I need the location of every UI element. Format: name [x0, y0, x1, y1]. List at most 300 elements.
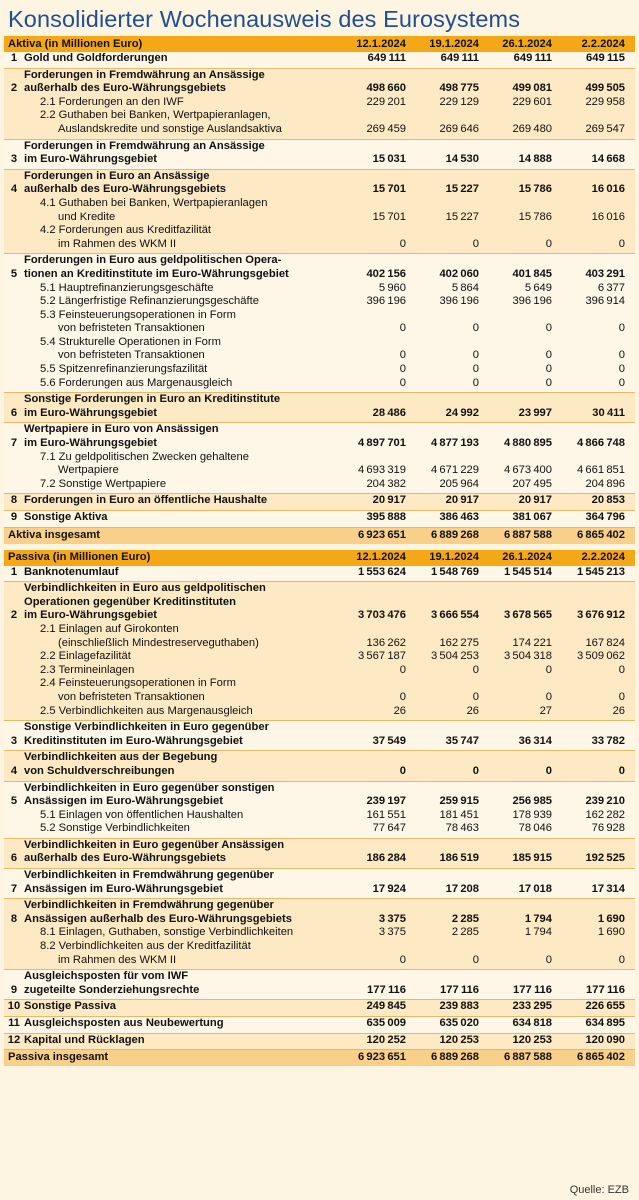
row-number: 3: [4, 721, 24, 751]
row-value: 226 655: [556, 1000, 635, 1017]
row-label-line: Wertpapiere in Euro von Ansässigen: [24, 423, 219, 436]
row-value: 20 917: [337, 494, 410, 511]
row-label-line: Sonstige Forderungen in Euro an Kreditinstitute: [24, 393, 281, 406]
row-value: 1 545 213: [556, 566, 635, 582]
page-title: Konsolidierter Wochenausweis des Eurosystems: [8, 6, 521, 32]
row-value: 0: [556, 940, 635, 970]
row-number: [4, 809, 24, 823]
row-value: 256 985: [483, 781, 556, 809]
row-label-line: außerhalb des Euro-Währungsgebiets: [24, 82, 227, 95]
passiva-date-4: 2.2.2024: [556, 550, 635, 566]
row-value: 4 671 229: [410, 451, 483, 478]
row-value: 269 547: [556, 109, 635, 139]
row-number: [4, 309, 24, 336]
row-label: [24, 566, 337, 582]
row-value: 3 375: [337, 899, 410, 927]
row-number: 6: [4, 838, 24, 868]
row-label-line: von Schuldverschreibungen: [24, 764, 175, 777]
passiva-row: [4, 970, 635, 1000]
row-value: 386 463: [410, 511, 483, 528]
passiva-row: [4, 1017, 635, 1034]
row-value: 186 519: [410, 838, 483, 868]
row-value: 0: [483, 677, 556, 704]
row-value: 17 208: [410, 869, 483, 899]
passiva-subrow: [4, 650, 635, 664]
row-number: 1: [4, 52, 24, 68]
row-label-line: außerhalb des Euro-Währungsgebiets: [24, 183, 227, 196]
row-label: [24, 377, 337, 393]
passiva-total-value: 6 865 402: [556, 1050, 635, 1067]
row-label: [24, 970, 337, 1000]
row-value: 3 678 565: [483, 582, 556, 623]
passiva-row: [4, 781, 635, 809]
row-label: [24, 109, 337, 139]
row-value: 634 895: [556, 1017, 635, 1034]
row-value: 499 081: [483, 68, 556, 96]
row-value: 120 253: [483, 1033, 556, 1050]
row-value: 3 504 253: [410, 650, 483, 664]
row-label-line: Verbindlichkeiten in Fremdwährung gegenüber: [24, 899, 274, 912]
row-value: 239 883: [410, 1000, 483, 1017]
aktiva-subrow: [4, 224, 635, 254]
row-label-line: Ansässigen außerhalb des Euro-Währungsgebiets: [24, 912, 292, 925]
row-value: 401 845: [483, 254, 556, 282]
row-number: [4, 96, 24, 110]
row-value: 635 020: [410, 1017, 483, 1034]
row-value: 396 196: [337, 295, 410, 309]
row-value: 0: [337, 309, 410, 336]
row-value: 177 116: [556, 970, 635, 1000]
row-label: [24, 511, 337, 528]
passiva-header-label: Passiva (in Millionen Euro): [4, 550, 337, 566]
row-value: 0: [410, 677, 483, 704]
row-label-line: im Euro-Währungsgebiet: [24, 609, 158, 622]
row-number: 5: [4, 781, 24, 809]
row-label: [24, 451, 337, 478]
row-value: 0: [483, 224, 556, 254]
row-value: 4 897 701: [337, 423, 410, 451]
row-value: 0: [410, 664, 483, 678]
row-number: [4, 677, 24, 704]
row-value: 3 504 318: [483, 650, 556, 664]
row-value: 192 525: [556, 838, 635, 868]
row-value: 0: [410, 940, 483, 970]
row-label-line: 2.2 Einlagefazilität: [40, 650, 131, 663]
aktiva-row: [4, 393, 635, 423]
row-value: 402 156: [337, 254, 410, 282]
row-value: 229 958: [556, 96, 635, 110]
row-value: 0: [556, 224, 635, 254]
row-label-line: und Kredite: [58, 210, 116, 223]
aktiva-row: [4, 511, 635, 528]
row-label-line: zugeteilte Sonderziehungsrechte: [24, 983, 200, 996]
passiva-subrow: [4, 940, 635, 970]
row-value: 27: [483, 705, 556, 721]
row-value: 26: [337, 705, 410, 721]
row-number: 7: [4, 869, 24, 899]
row-label-line: 5.6 Forderungen aus Margenausgleich: [40, 376, 233, 389]
row-value: 0: [483, 664, 556, 678]
row-label-line: Forderungen in Fremdwährung an Ansässige: [24, 139, 265, 152]
row-number: 6: [4, 393, 24, 423]
row-value: 5 864: [410, 282, 483, 296]
aktiva-total-label: Aktiva insgesamt: [4, 527, 337, 544]
aktiva-date-3: 26.1.2024: [483, 36, 556, 52]
aktiva-header-label: Aktiva (in Millionen Euro): [4, 36, 337, 52]
aktiva-subrow: [4, 451, 635, 478]
row-number: 8: [4, 899, 24, 927]
row-number: [4, 650, 24, 664]
passiva-header-row: [4, 550, 635, 566]
row-value: 207 495: [483, 478, 556, 494]
row-value: 20 917: [483, 494, 556, 511]
row-value: 17 314: [556, 869, 635, 899]
row-value: 0: [410, 309, 483, 336]
passiva-row: [4, 1033, 635, 1050]
row-label-line: (einschließlich Mindestreserveguthaben): [58, 636, 259, 649]
row-value: 0: [483, 940, 556, 970]
row-value: 185 915: [483, 838, 556, 868]
row-label: [24, 309, 337, 336]
row-label: [24, 1033, 337, 1050]
row-number: 2: [4, 582, 24, 623]
row-value: 77 647: [337, 822, 410, 838]
row-value: 136 262: [337, 623, 410, 650]
passiva-subrow: [4, 664, 635, 678]
row-value: 0: [410, 336, 483, 363]
passiva-row: [4, 582, 635, 623]
aktiva-date-1: 12.1.2024: [337, 36, 410, 52]
row-number: 5: [4, 254, 24, 282]
row-number: [4, 282, 24, 296]
passiva-subrow: [4, 809, 635, 823]
row-value: 239 210: [556, 781, 635, 809]
source-note: Quelle: EZB: [569, 1184, 629, 1196]
row-label: [24, 1017, 337, 1034]
passiva-subrow: [4, 705, 635, 721]
aktiva-subrow: [4, 478, 635, 494]
row-value: 1 690: [556, 899, 635, 927]
row-label: [24, 96, 337, 110]
row-value: 15 786: [483, 197, 556, 224]
row-label: [24, 838, 337, 868]
row-label-line: von befristeten Transaktionen: [58, 322, 205, 335]
aktiva-body: [4, 36, 635, 544]
row-number: 1: [4, 566, 24, 582]
passiva-row: [4, 838, 635, 868]
row-label-line: 2.1 Einlagen auf Girokonten: [40, 622, 179, 635]
passiva-row: [4, 751, 635, 781]
row-label-line: im Euro-Währungsgebiet: [24, 406, 158, 419]
row-number: [4, 377, 24, 393]
row-label-line: 7.1 Zu geldpolitischen Zwecken gehaltene: [40, 450, 249, 463]
row-number: [4, 822, 24, 838]
row-value: 15 031: [337, 139, 410, 169]
row-value: 0: [337, 363, 410, 377]
aktiva-date-4: 2.2.2024: [556, 36, 635, 52]
row-label-line: 7.2 Sonstige Wertpapiere: [40, 477, 167, 490]
row-value: 0: [337, 336, 410, 363]
row-label: [24, 336, 337, 363]
row-value: 181 451: [410, 809, 483, 823]
row-label: [24, 139, 337, 169]
row-label-line: 5.4 Strukturelle Operationen in Form: [40, 335, 221, 348]
row-label-line: 2.1 Forderungen an den IWF: [40, 95, 184, 108]
row-label-line: 5.5 Spitzenrefinanzierungsfazilität: [40, 363, 208, 376]
row-number: [4, 705, 24, 721]
row-value: 634 818: [483, 1017, 556, 1034]
row-value: 0: [337, 751, 410, 781]
row-label: [24, 494, 337, 511]
row-value: 33 782: [556, 721, 635, 751]
row-value: 177 116: [410, 970, 483, 1000]
row-value: 249 845: [337, 1000, 410, 1017]
row-value: 0: [483, 363, 556, 377]
passiva-body: [4, 550, 635, 1067]
row-value: 6 377: [556, 282, 635, 296]
row-label-line: 8.1 Einlagen, Guthaben, sonstige Verbindlichkeiten: [40, 926, 294, 939]
row-value: 15 701: [337, 169, 410, 197]
row-label-line: Operationen gegenüber Kreditinstituten: [24, 595, 236, 608]
aktiva-header-row: [4, 36, 635, 52]
row-value: 499 505: [556, 68, 635, 96]
row-value: 5 649: [483, 282, 556, 296]
row-value: 0: [410, 377, 483, 393]
passiva-total-label: Passiva insgesamt: [4, 1050, 337, 1067]
row-number: 4: [4, 169, 24, 197]
row-value: 3 676 912: [556, 582, 635, 623]
row-value: 498 660: [337, 68, 410, 96]
passiva-subrow: [4, 926, 635, 940]
row-value: 4 866 748: [556, 423, 635, 451]
row-label: [24, 809, 337, 823]
row-value: 4 880 895: [483, 423, 556, 451]
row-label-line: 5.1 Einlagen von öffentlichen Haushalten: [40, 808, 244, 821]
row-value: 177 116: [337, 970, 410, 1000]
row-label: [24, 705, 337, 721]
row-label-line: 2.4 Feinsteuerungsoperationen in Form: [40, 677, 236, 690]
row-value: 17 924: [337, 869, 410, 899]
row-value: 177 116: [483, 970, 556, 1000]
row-number: 2: [4, 68, 24, 96]
row-value: 269 646: [410, 109, 483, 139]
row-value: 403 291: [556, 254, 635, 282]
row-value: 35 747: [410, 721, 483, 751]
row-label-line: 5.3 Feinsteuerungsoperationen in Form: [40, 308, 236, 321]
row-value: 23 997: [483, 393, 556, 423]
row-number: [4, 197, 24, 224]
row-value: 0: [556, 664, 635, 678]
row-value: 30 411: [556, 393, 635, 423]
row-value: 4 693 319: [337, 451, 410, 478]
row-label: [24, 940, 337, 970]
row-value: 28 486: [337, 393, 410, 423]
row-value: 15 227: [410, 197, 483, 224]
row-label: [24, 650, 337, 664]
row-value: 4 877 193: [410, 423, 483, 451]
row-label: [24, 721, 337, 751]
row-value: 0: [337, 224, 410, 254]
row-label: [24, 224, 337, 254]
aktiva-subrow: [4, 336, 635, 363]
row-label-line: Ansässigen im Euro-Währungsgebiet: [24, 882, 223, 895]
row-value: 259 915: [410, 781, 483, 809]
passiva-row: [4, 1000, 635, 1017]
row-number: 12: [4, 1033, 24, 1050]
row-value: 205 964: [410, 478, 483, 494]
row-label-line: im Rahmen des WKM II: [58, 237, 177, 250]
passiva-table: [4, 550, 635, 1067]
row-value: 15 227: [410, 169, 483, 197]
aktiva-subrow: [4, 377, 635, 393]
row-label: [24, 478, 337, 494]
row-label-line: im Euro-Währungsgebiet: [24, 437, 158, 450]
passiva-total-value: 6 887 588: [483, 1050, 556, 1067]
row-value: 167 824: [556, 623, 635, 650]
row-value: 3 703 476: [337, 582, 410, 623]
row-value: 178 939: [483, 809, 556, 823]
aktiva-total-value: 6 889 268: [410, 527, 483, 544]
row-label-line: tionen an Kreditinstitute im Euro-Währungsgebiet: [24, 267, 289, 280]
row-value: 239 197: [337, 781, 410, 809]
row-label: [24, 295, 337, 309]
passiva-subrow: [4, 822, 635, 838]
aktiva-subrow: [4, 295, 635, 309]
row-value: 229 129: [410, 96, 483, 110]
row-value: 20 917: [410, 494, 483, 511]
row-label: [24, 68, 337, 96]
aktiva-subrow: [4, 282, 635, 296]
row-label: [24, 822, 337, 838]
row-value: 0: [410, 751, 483, 781]
row-label-line: Verbindlichkeiten in Fremdwährung gegenüber: [24, 869, 274, 882]
row-value: 0: [483, 309, 556, 336]
row-value: 0: [483, 336, 556, 363]
row-number: [4, 664, 24, 678]
row-value: 16 016: [556, 169, 635, 197]
row-value: 186 284: [337, 838, 410, 868]
row-value: 3 509 062: [556, 650, 635, 664]
aktiva-row: [4, 169, 635, 197]
passiva-total-value: 6 889 268: [410, 1050, 483, 1067]
row-label: [24, 664, 337, 678]
row-value: 2 285: [410, 926, 483, 940]
row-value: 229 601: [483, 96, 556, 110]
row-label: [24, 926, 337, 940]
row-label-line: Kapital und Rücklagen: [24, 1033, 145, 1046]
row-label-line: 2.2 Guthaben bei Banken, Wertpapieranlagen,: [40, 109, 271, 122]
passiva-date-1: 12.1.2024: [337, 550, 410, 566]
row-value: 402 060: [410, 254, 483, 282]
row-value: 161 551: [337, 809, 410, 823]
aktiva-total-value: 6 923 651: [337, 527, 410, 544]
row-label-line: Sonstige Aktiva: [24, 511, 108, 523]
aktiva-table: [4, 36, 635, 544]
aktiva-subrow: [4, 363, 635, 377]
aktiva-date-2: 19.1.2024: [410, 36, 483, 52]
row-label-line: außerhalb des Euro-Währungsgebiets: [24, 852, 227, 865]
row-value: 2 285: [410, 899, 483, 927]
aktiva-row: [4, 423, 635, 451]
row-value: 162 282: [556, 809, 635, 823]
row-value: 498 775: [410, 68, 483, 96]
row-value: 0: [337, 377, 410, 393]
row-label-line: Ansässigen im Euro-Währungsgebiet: [24, 795, 223, 808]
row-label-line: Verbindlichkeiten in Euro gegenüber sonstigen: [24, 781, 275, 794]
row-value: 14 888: [483, 139, 556, 169]
row-label: [24, 869, 337, 899]
row-value: 14 530: [410, 139, 483, 169]
row-value: 24 992: [410, 393, 483, 423]
row-number: 4: [4, 751, 24, 781]
row-value: 17 018: [483, 869, 556, 899]
row-value: 0: [410, 363, 483, 377]
row-value: 174 221: [483, 623, 556, 650]
row-value: 78 046: [483, 822, 556, 838]
row-value: 229 201: [337, 96, 410, 110]
row-value: 1 794: [483, 926, 556, 940]
row-label-line: 5.2 Längerfristige Refinanzierungsgeschäfte: [40, 295, 259, 308]
row-label: [24, 363, 337, 377]
row-value: 1 794: [483, 899, 556, 927]
row-value: 364 796: [556, 511, 635, 528]
row-value: 396 196: [410, 295, 483, 309]
row-value: 204 896: [556, 478, 635, 494]
row-label: [24, 52, 337, 68]
row-value: 0: [337, 940, 410, 970]
row-number: 10: [4, 1000, 24, 1017]
row-value: 396 196: [483, 295, 556, 309]
row-value: 204 382: [337, 478, 410, 494]
row-label: [24, 282, 337, 296]
row-label: [24, 393, 337, 423]
aktiva-subrow: [4, 309, 635, 336]
row-value: 120 253: [410, 1033, 483, 1050]
row-value: 1 553 624: [337, 566, 410, 582]
row-number: [4, 336, 24, 363]
row-number: [4, 478, 24, 494]
passiva-subrow: [4, 623, 635, 650]
row-value: 649 115: [556, 52, 635, 68]
row-value: 1 548 769: [410, 566, 483, 582]
passiva-subrow: [4, 677, 635, 704]
row-label: [24, 1000, 337, 1017]
row-label-line: Forderungen in Euro an Ansässige: [24, 169, 210, 182]
row-label: [24, 751, 337, 781]
aktiva-subrow: [4, 109, 635, 139]
row-value: 0: [556, 377, 635, 393]
row-value: 0: [556, 363, 635, 377]
row-value: 3 375: [337, 926, 410, 940]
row-value: 4 661 851: [556, 451, 635, 478]
passiva-date-3: 26.1.2024: [483, 550, 556, 566]
aktiva-total-value: 6 865 402: [556, 527, 635, 544]
row-value: 78 463: [410, 822, 483, 838]
row-label-line: Sonstige Verbindlichkeiten in Euro gegenüber: [24, 721, 269, 734]
row-label-line: 5.1 Hauptrefinanzierungsgeschäfte: [40, 281, 214, 294]
passiva-row: [4, 899, 635, 927]
row-label-line: Ausgleichsposten aus Neubewertung: [24, 1017, 224, 1029]
row-value: 0: [556, 677, 635, 704]
row-value: 14 668: [556, 139, 635, 169]
row-label-line: Verbindlichkeiten aus der Begebung: [24, 751, 218, 764]
row-value: 233 295: [483, 1000, 556, 1017]
row-label-line: Verbindlichkeiten in Euro gegenüber Ansässigen: [24, 838, 285, 851]
row-number: 11: [4, 1017, 24, 1034]
row-label: [24, 623, 337, 650]
row-label-line: Gold und Goldforderungen: [24, 52, 168, 64]
row-value: 16 016: [556, 197, 635, 224]
